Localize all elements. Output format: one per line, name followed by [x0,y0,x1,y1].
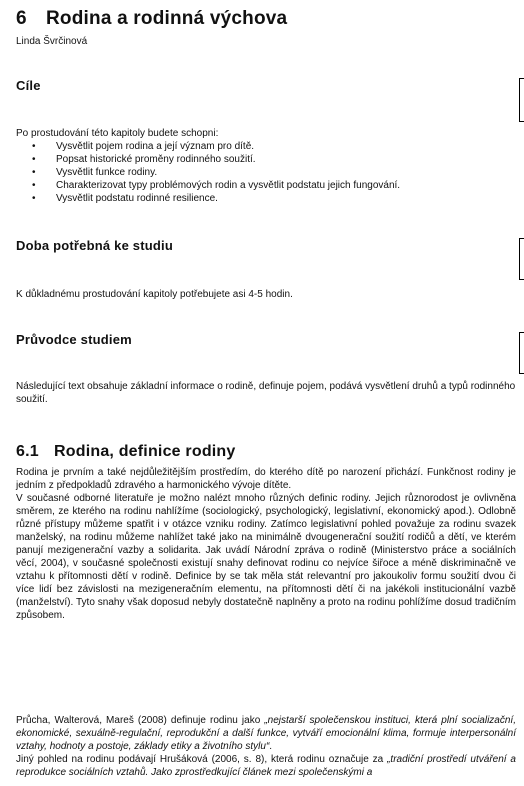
objectives-list [16,140,516,205]
chapter-title [16,8,287,30]
quote-lead: Jiný pohled na rodinu podávají Hrušáková (2006, s. 8), která rodinu označuje za [16,754,388,765]
objective-item: • Vysvětlit funkce rodiny. [56,166,516,179]
objectives-intro: Po prostudování této kapitoly budete schopni: [16,128,219,139]
margin-bracket [519,78,524,122]
objective-item: • Popsat historické proměny rodinného soužití. [56,153,516,166]
section-number: 6.1 [16,443,39,460]
chapter-number: 6 [16,8,27,29]
paragraph-quote [16,753,516,779]
objective-item: • Vysvětlit podstatu rodinné resilience. [56,192,516,205]
guide-text: Následující text obsahuje základní informace o rodině, definuje pojem, podává vysvětlení druhů a typů rodinného soužití. [16,381,516,405]
paragraph: V současné odborné literatuře je možno nalézt mnoho různých definic rodiny. Jejich různorodost je ovlivněna směrem, ze kterého na rodinu nahlížíme (sociologický, psychologický, legislativní, ekonomický apod.). Odlobně různé přístupy můžeme spatřit i v otázce vzniku rodiny. Zatímco legislativní pohled považuje za rodinu svazek manželský, na rodinu můžeme nahlížet také jako na minimálně dvougenerační soužití rodičů a dětí, ve kterém panují mezigenerační vazby a solidarita. Jak uvádí Národní zpráva o rodině (Ministerstvo práce a sociálních věcí, 2004), v současné společnosti existují snahy definovat rodinu co nejvíce šiřoce a méně diskriminačně ve vztahu k přítomnosti dětí v rodině. Definice by se tak měla stát relevantní pro jakoukoliv formu soužití dvou či více lidí bez závislosti na mezigeneračním elementu, na přítomnosti dětí či na jakékoli institucionální vazbě (manželství). Tyto snahy však doposud nebyly dostatečně naplněny a proto na rodinu pohlížíme dosud tradičním způsobem. [16,493,516,621]
paragraph-quote [16,714,516,753]
section-body [16,466,516,622]
quote-text: „nejstarší společenskou instituci, která plní socializační, ekonomické, sexuálně-regulační, reprodukční a další funkce, vytváří emocionální klima, formuje interpersonální vztahy, hodnoty a postoje, základy etiky a životního stylu“ [16,715,516,752]
margin-bracket [519,238,524,280]
quote-text: „tradiční prostředí utváření a reprodukce sociálních vztahů. Jako zprostředkující článek mezi společenskými a [16,754,516,778]
objectives-block [16,127,516,205]
study-time-heading: Doba potřebná ke studiu [16,238,174,253]
objective-item: • Vysvětlit pojem rodina a její význam pro dítě. [56,140,516,153]
study-time-text: K důkladnému prostudování kapitoly potřebujete asi 4-5 hodin. [16,289,293,300]
section-title [16,443,236,461]
quote-lead: Průcha, Walterová, Mareš (2008) definuje rodinu jako [16,715,265,726]
objective-item: • Charakterizovat typy problémových rodin a vysvětlit podstatu jejich fungování. [56,179,516,192]
section-title-text: Rodina, definice rodiny [54,443,236,460]
objectives-heading: Cíle [16,78,41,93]
quote-block [16,714,516,779]
chapter-title-text: Rodina a rodinná výchova [46,8,288,29]
guide-heading: Průvodce studiem [16,332,132,347]
margin-bracket [519,332,524,374]
quote-end: . [269,741,273,752]
paragraph: Rodina je prvním a také nejdůležitějším prostředím, do kterého dítě po narození přichází. Funkčnost rodiny je jedním z předpokladů zdravého a harmonického vývoje dítěte. [16,467,516,491]
author-name: Linda Švrčinová [16,36,88,47]
